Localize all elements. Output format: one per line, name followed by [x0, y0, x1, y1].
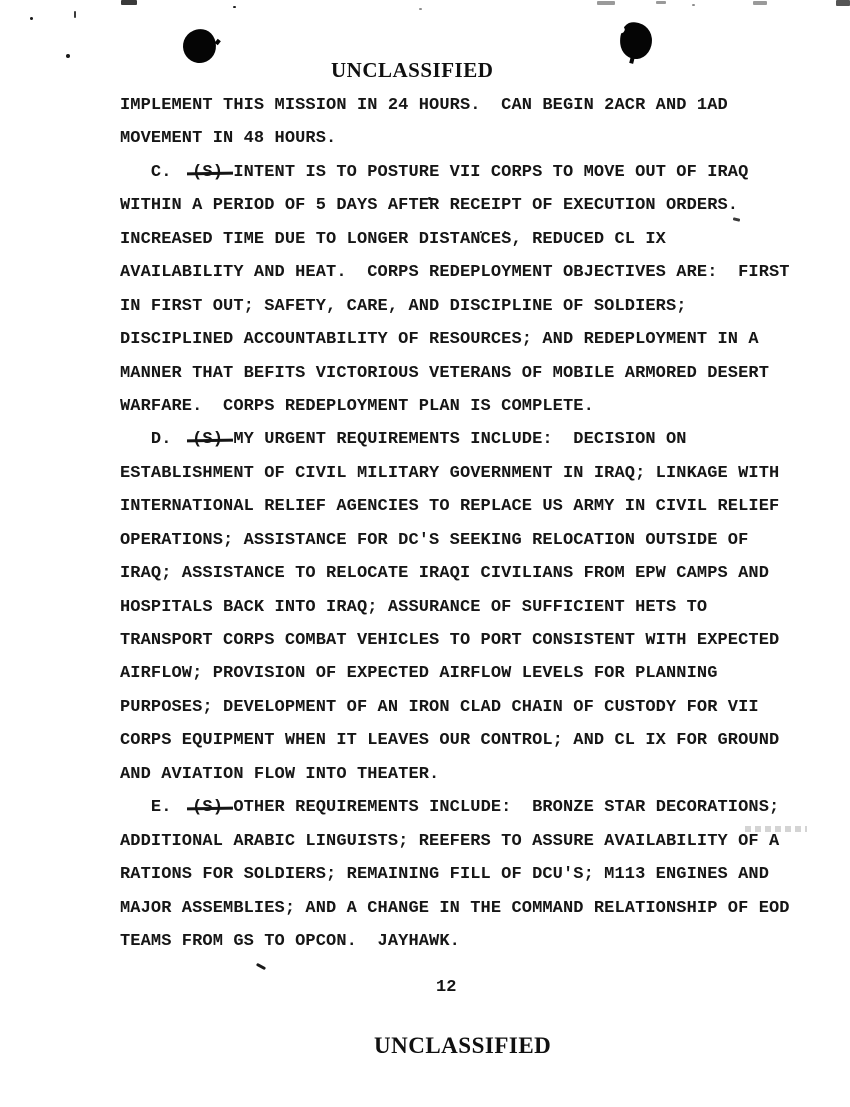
scan-artifact — [233, 6, 236, 8]
text-line: AIRFLOW; PROVISION OF EXPECTED AIRFLOW LEVELS FOR PLANNING — [120, 664, 718, 684]
paragraph-label: E. — [120, 798, 193, 818]
hole-punch-mark — [618, 20, 654, 60]
text-line: ADDITIONAL ARABIC LINGUISTS; REEFERS TO ASSURE AVAILABILITY OF A — [120, 831, 780, 851]
hole-punch-mark — [181, 27, 218, 65]
text-line: PURPOSES; DEVELOPMENT OF AN IRON CLAD CHAIN OF CUSTODY FOR VII — [120, 697, 759, 717]
scan-artifact — [753, 1, 767, 5]
text-line — [120, 791, 820, 824]
scan-artifact — [597, 1, 615, 5]
page-number: 12 — [436, 978, 457, 997]
struck-classification-mark: (S) — [192, 156, 223, 189]
footer-classification: UNCLASSIFIED — [374, 1033, 552, 1058]
text-line — [120, 423, 820, 456]
scan-artifact — [121, 0, 137, 5]
text-line: AND AVIATION FLOW INTO THEATER. — [120, 764, 440, 784]
text-line: IRAQ; ASSISTANCE TO RELOCATE IRAQI CIVILIANS FROM EPW CAMPS AND — [120, 564, 770, 584]
text-line: WARFARE. CORPS REDEPLOYMENT PLAN IS COMPLETE. — [120, 396, 594, 416]
scan-artifact — [66, 54, 70, 58]
text-line: TRANSPORT CORPS COMBAT VEHICLES TO PORT CONSISTENT WITH EXPECTED — [120, 631, 780, 650]
scan-artifact — [656, 1, 666, 4]
scan-artifact — [74, 11, 76, 18]
text-line: INCREASED TIME DUE TO LONGER DISTANCES, REDUCED CL IX — [120, 229, 666, 249]
line-text: OTHER REQUIREMENTS INCLUDE: BRONZE STAR DECORATIONS; — [223, 798, 780, 818]
text-line: HOSPITALS BACK INTO IRAQ; ASSURANCE OF SUFFICIENT HETS TO — [120, 597, 708, 617]
paragraph-label: C. — [120, 162, 193, 182]
text-line: MANNER THAT BEFITS VICTORIOUS VETERANS OF MOBILE ARMORED DESERT — [120, 363, 770, 383]
scan-artifact — [692, 4, 695, 6]
text-line: MAJOR ASSEMBLIES; AND A CHANGE IN THE COMMAND RELATIONSHIP OF EOD — [120, 898, 790, 918]
text-line: TEAMS FROM GS TO OPCON. JAYHAWK. — [120, 931, 460, 951]
struck-classification-mark: (S) — [192, 423, 223, 456]
struck-classification-mark: (S) — [192, 791, 223, 824]
line-text: MY URGENT REQUIREMENTS INCLUDE: DECISION ON — [223, 430, 687, 450]
text-line — [120, 156, 820, 189]
document-body — [120, 89, 820, 958]
paragraph-label: D. — [120, 430, 193, 450]
text-line: WITHIN A PERIOD OF 5 DAYS AFTER RECEIPT OF EXECUTION ORDERS. — [120, 196, 739, 216]
line-text: INTENT IS TO POSTURE VII CORPS TO MOVE OUT OF IRAQ — [223, 162, 749, 182]
header-classification: UNCLASSIFIED — [331, 58, 494, 82]
text-line: INTERNATIONAL RELIEF AGENCIES TO REPLACE US ARMY IN CIVIL RELIEF — [120, 497, 780, 517]
scan-artifact — [836, 0, 850, 6]
text-line: AVAILABILITY AND HEAT. CORPS REDEPLOYMENT OBJECTIVES ARE: FIRST — [120, 263, 790, 283]
scan-artifact — [256, 963, 266, 970]
scan-artifact — [30, 17, 33, 20]
text-line: IN FIRST OUT; SAFETY, CARE, AND DISCIPLINE OF SOLDIERS; — [120, 296, 687, 316]
text-line: RATIONS FOR SOLDIERS; REMAINING FILL OF DCU'S; M113 ENGINES AND — [120, 865, 770, 885]
text-line: DISCIPLINED ACCOUNTABILITY OF RESOURCES; AND REDEPLOYMENT IN A — [120, 330, 759, 350]
text-line: CORPS EQUIPMENT WHEN IT LEAVES OUR CONTROL; AND CL IX FOR GROUND — [120, 731, 780, 751]
text-line: ESTABLISHMENT OF CIVIL MILITARY GOVERNMENT IN IRAQ; LINKAGE WITH — [120, 463, 780, 483]
text-line: OPERATIONS; ASSISTANCE FOR DC'S SEEKING RELOCATION OUTSIDE OF — [120, 530, 749, 550]
text-line: MOVEMENT IN 48 HOURS. — [120, 129, 337, 149]
scan-artifact — [419, 8, 422, 10]
text-line: IMPLEMENT THIS MISSION IN 24 HOURS. CAN BEGIN 2ACR AND 1AD — [120, 96, 728, 115]
